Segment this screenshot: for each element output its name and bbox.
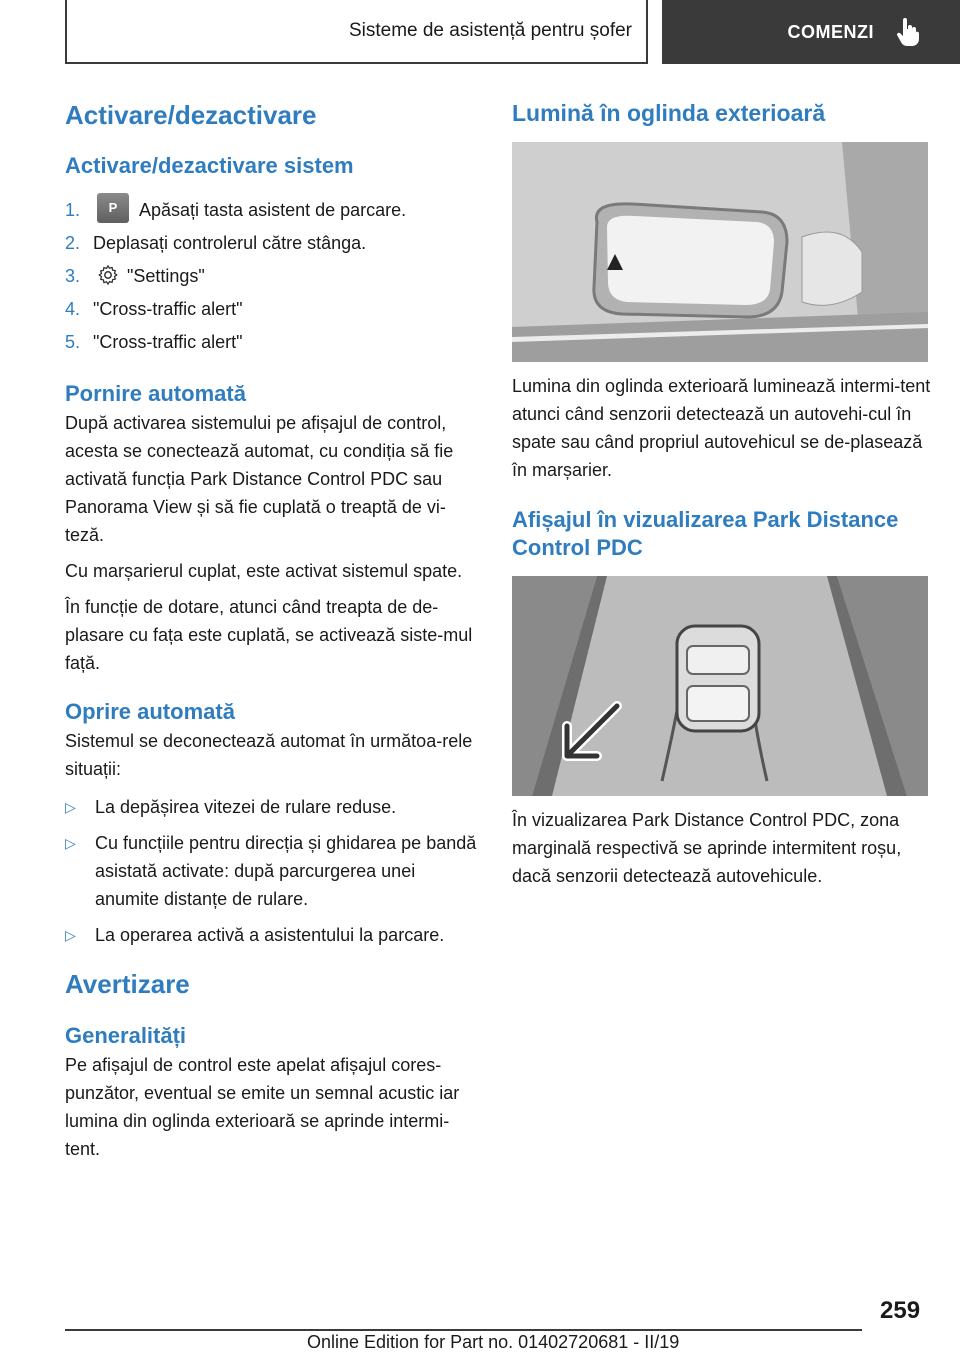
list-item (65, 194, 483, 227)
triangle-bullet-icon: ▷ (65, 799, 76, 816)
step-number: 4. (65, 298, 81, 319)
step-text: "Cross-traffic alert" (93, 331, 243, 352)
list-item (65, 293, 483, 326)
pdc-display-image (512, 576, 928, 796)
list-item (65, 921, 483, 949)
heading-pdc-display: Afișajul în vizualizarea Park Distance Control PDC (512, 506, 899, 560)
paragraph: După activarea sistemului pe afișajul de control, acesta se conectează automat, cu condiția să fie activată funcția Park Distance Control PDC sau Panorama View și să fie cuplată o treaptă de vi-teză. (65, 412, 454, 545)
list-item (65, 227, 483, 260)
left-column (65, 100, 483, 1163)
park-assist-button-icon: P (97, 193, 129, 223)
step-text: Apăsați tasta asistent de parcare. (139, 199, 407, 220)
paragraph: Cu marșarierul cuplat, este activat sistemul spate. (65, 560, 463, 581)
step-text: Deplasați controlerul către stânga. (93, 232, 367, 253)
list-item-text: Cu funcțiile pentru direcția și ghidarea pe bandă asistată activate: după parcurgerea unei anumite distanțe de rulare. (95, 833, 477, 910)
heading-activate-system: Activare/dezactivare sistem (65, 153, 354, 179)
page-number: 259 (880, 1297, 921, 1324)
header-section-title (65, 0, 648, 64)
heading-warning: Avertizare (65, 969, 190, 1000)
step-text: "Cross-traffic alert" (93, 298, 243, 319)
heading-auto-stop: Oprire automată (65, 698, 235, 724)
paragraph: În funcție de dotare, atunci când treapta de de-plasare cu fața este cuplată, se activează siste-mul față. (65, 596, 473, 673)
paragraph: Pe afișajul de control este apelat afișajul cores-punzător, eventual se emite un semnal acustic iar lumina din oglinda exterioară se aprinde intermi-tent. (65, 1054, 460, 1159)
step-number: 5. (65, 331, 81, 352)
stop-conditions-list (65, 793, 483, 949)
triangle-bullet-icon: ▷ (65, 927, 76, 944)
steps-list (65, 194, 483, 359)
right-column (512, 100, 932, 890)
heading-general: Generalități (65, 1022, 187, 1048)
heading-activate: Activare/dezactivare (65, 100, 317, 130)
list-item (65, 829, 483, 913)
list-item (65, 793, 483, 821)
footer-edition: Online Edition for Part no. 01402720681 - II/19 (307, 1332, 680, 1352)
step-number: 3. (65, 265, 81, 286)
heading-mirror-light: Lumină în oglinda exterioară (512, 100, 826, 126)
gear-icon (97, 264, 119, 286)
triangle-bullet-icon: ▷ (65, 835, 76, 852)
paragraph: Sistemul se deconectează automat în următoa-rele situații: (65, 731, 473, 780)
footer-divider (65, 1329, 862, 1331)
step-number: 1. (65, 199, 81, 220)
section-title: Sisteme de asistență pentru șofer (348, 20, 632, 41)
list-item-text: La depășirea vitezei de rulare reduse. (95, 797, 397, 818)
list-item (65, 260, 483, 293)
header-chapter-tab[interactable] (662, 0, 960, 64)
step-number: 2. (65, 232, 81, 253)
heading-auto-start: Pornire automată (65, 380, 246, 406)
step-text: "Settings" (127, 265, 205, 286)
hand-pointer-icon (896, 18, 920, 46)
paragraph: În vizualizarea Park Distance Control PDC, zona marginală respectivă se aprinde intermitent roșu, dacă senzorii detectează autovehicule. (512, 809, 902, 886)
paragraph: Lumina din oglinda exterioară luminează intermi-tent atunci când senzorii detectează un autovehi-cul în spate sau când propriul autovehicul se de-plasează în marșarier. (512, 375, 931, 480)
mirror-image (512, 142, 928, 362)
chapter-label: COMENZI (787, 21, 874, 42)
list-item (65, 326, 483, 359)
list-item-text: La operarea activă a asistentului la parcare. (95, 925, 445, 946)
